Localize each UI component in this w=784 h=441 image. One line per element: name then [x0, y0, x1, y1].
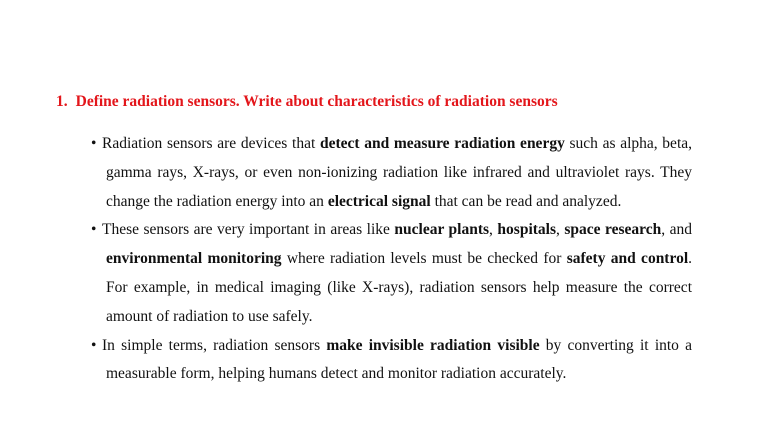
- text-segment: These sensors are very important in areas like: [102, 221, 395, 239]
- answer-bullet: [80, 216, 692, 331]
- bold-phrase: safety and control: [566, 250, 689, 268]
- text-segment: , and: [661, 221, 693, 239]
- text-segment: that can be read and analyzed.: [430, 192, 622, 210]
- bold-phrase: electrical signal: [327, 192, 431, 210]
- bullet-dot-icon: •: [91, 135, 97, 152]
- answer-bullet: [80, 332, 692, 390]
- bold-phrase: environmental monitoring: [106, 250, 282, 268]
- bold-phrase: detect and measure radiation energy: [319, 135, 565, 152]
- question-title: Define radiation sensors. Write about characteristics of radiation sensors: [75, 93, 558, 110]
- text-segment: by converting it into a measurable form, helping humans detect and monitor radiation accurately.: [106, 336, 693, 383]
- text-segment: where radiation levels must be checked for: [281, 250, 567, 268]
- bold-phrase: nuclear plants: [394, 221, 490, 239]
- bold-phrase: hospitals: [497, 221, 557, 239]
- question-heading: [56, 93, 558, 111]
- text-segment: . For example, in medical imaging (like X-rays), radiation sensors help measure the correct amount of radiation to use safely.: [106, 250, 693, 325]
- answer-bullet: [80, 130, 692, 216]
- bold-phrase: space research: [564, 221, 662, 239]
- bullet-dot-icon: •: [91, 336, 97, 354]
- text-segment: such as alpha, beta, gamma rays, X-rays, or even non-ionizing radiation like infrared and ultraviolet rays. They change the radiation energy into an: [106, 135, 692, 210]
- answer-bullet-list: [80, 130, 692, 389]
- text-segment: ,: [556, 221, 565, 239]
- text-segment: In simple terms, radiation sensors: [102, 336, 327, 354]
- text-segment: Radiation sensors are devices that: [102, 135, 320, 152]
- bullet-dot-icon: •: [91, 221, 97, 239]
- text-segment: ,: [489, 221, 498, 239]
- question-number: 1.: [56, 93, 68, 110]
- bold-phrase: make invisible radiation visible: [326, 336, 540, 354]
